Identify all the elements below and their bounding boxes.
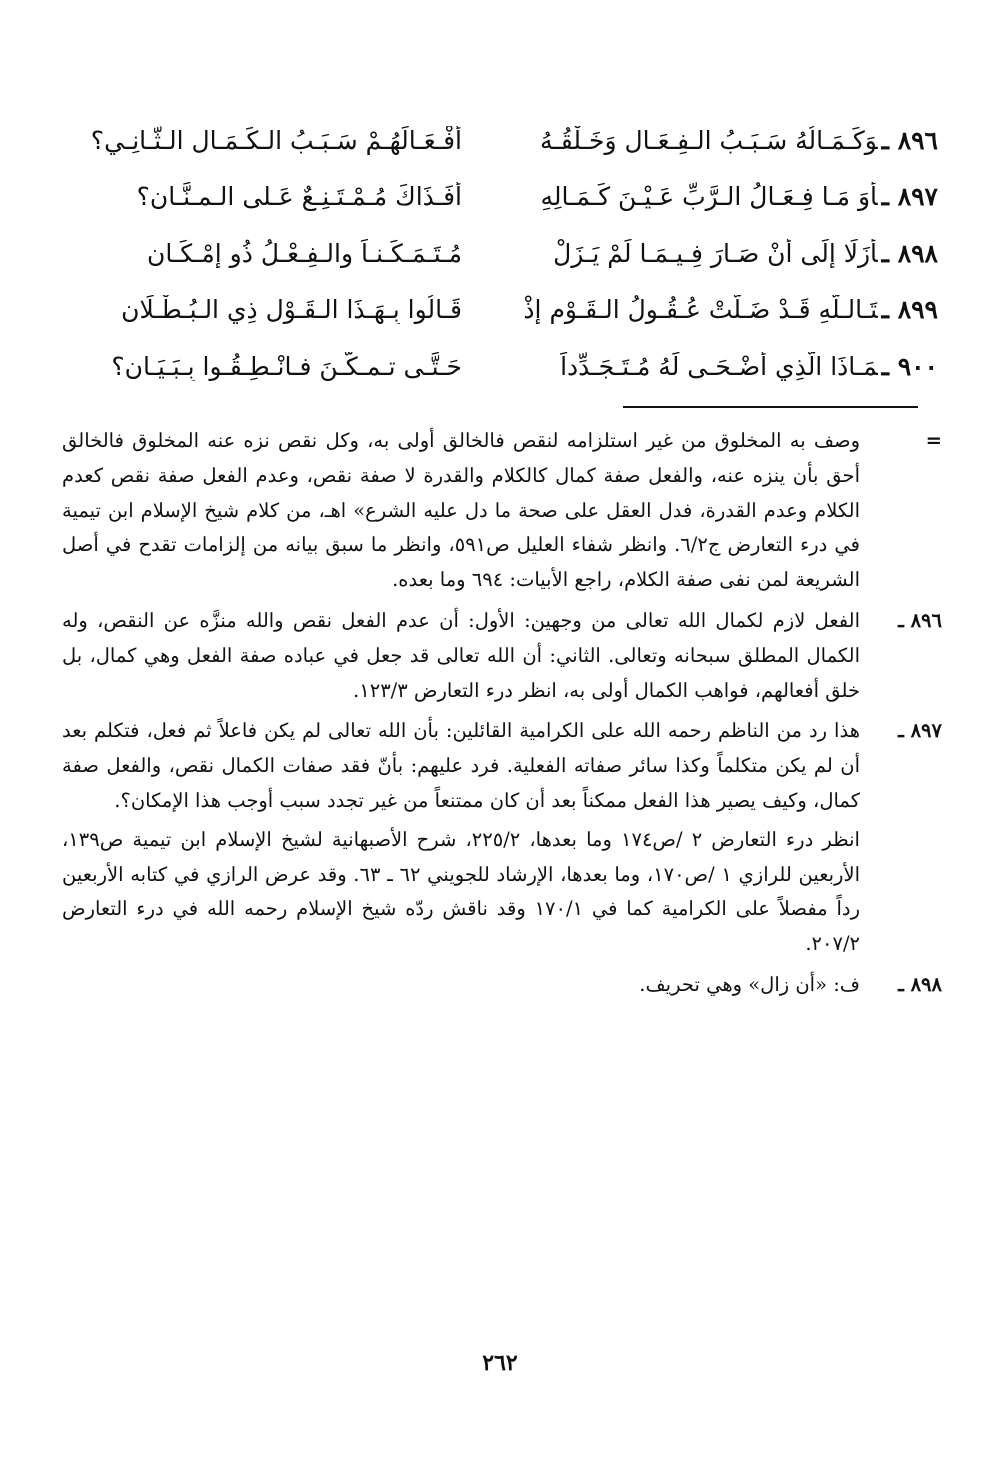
footnotes [62,424,942,1009]
footnote-896 [62,604,942,708]
verse-text-right: وَكَـمَـالُهُ سَـبَـبُ الـفِـعَـالِ وَخَـلْقُـهُ [540,125,878,155]
footnote-number: = [925,429,942,452]
verse-899 [62,282,938,339]
verse-text-right: أَوَ مَـا فِـعَـالُ الـرَّبِّ عَـيْـنَ كَـمَـالِهِ [540,182,878,212]
verse-text-right: مَـاذَا الَّذِي أَضْـحَـى لَهُ مُـتَـجَـدِّداً [560,351,878,381]
verse-900 [62,338,938,395]
footnote-body [62,424,860,598]
verse-second-hemistich: حَـتَّـى تـمـكَّـنَ فـانْـطِـقُـوا بِـبَـيَـانِ؟ [111,351,462,381]
poem-verses [62,112,938,395]
verse-second-hemistich: قَـالُوا بِـهَـذَا الـقَـوْلِ ذِي الـبُـطْـلَانِ [121,295,462,325]
footnote-paragraph: ف: «أن زال» وهي تحريف. [639,972,860,996]
footnote-paragraph: الفعل لازم لكمال الله تعالى من وجهين: الأول: أن عدم الفعل نقص والله منزَّه عن النقص، وله الكمال المطلق سبحانه وتعالى. الثاني: أن الله تعالى قد جعل في عباده صفة الفعل وهي كمال، بل خلق أفعالهم، فواهب الكمال أولى به، انظر درء التعارض ١٢٣/٣. [62,608,860,702]
verse-second-hemistich: أَفْـعَـالَهُـمْ سَـبَـبُ الـكَـمَـالِ الـثَّـانِـي؟ [90,125,462,155]
verse-number: ٨٩٩ ـ [881,295,938,325]
footnote-number: ٨٩٦ ـ [898,608,942,632]
verse-number: ٨٩٦ ـ [881,125,938,155]
verse-first-hemistich [493,239,938,268]
verse-first-hemistich [493,352,938,381]
verse-number: ٨٩٨ ـ [881,238,938,268]
footnote-paragraph: وصف به المخلوق من غير استلزامه لنقص فالخالق أولى به، وكل نقص نزه عنه المخلوق فالخالق أحق بأن ينزه عنه، والفعل صفة كمال كالكلام والقدرة لا صفة نقص، وعدم الفعل صفة نقص كعدم الكلام وعدم القدرة، فدل العقل على صحة ما دل عليه الشرع» اهـ، من كلام شيخ الإسلام ابن تيمية في درء التعارض ج٦/٢. وانظر شفاء العليل ص٥٩١، وانظر ما سبق بيانه من إلزامات تقدح في أصل الشريعة لمن نفى صفة الكلام، راجع الأبيات: ٦٩٤ وما بعده. [62,429,860,592]
footnote-paragraph: هذا رد من الناظم رحمه الله على الكرامية القائلين: بأن الله تعالى لم يكن فاعلاً ثم فعل، فتكلم بعد أن لم يكن متكلماً وكذا سائر صفاته الفعلية. فرد عليهم: بأنّ فقد صفات الكمال نقص، والفعل صفة كمال، وكيف يصير هذا الفعل ممكناً بعد أن كان ممتنعاً من غير تجدد سبب أوجب هذا الإمكان؟. [62,719,860,812]
footnote-897 [62,714,942,962]
footnote-number: ٨٩٧ ـ [898,719,942,743]
verse-896 [62,112,938,169]
footnote-separator [623,406,918,408]
verse-text-right: أَزَلًا إِلَى أَنْ صَـارَ فِـيـمَـا لَمْ يَـزَلْ [553,238,878,268]
footnote-paragraph: انظر درء التعارض ٢ /ص١٧٤ وما بعدها، ٢٢٥/٢، شرح الأصبهانية لشيخ الإسلام ابن تيمية ص١٣٩، الأربعين للرازي ١ /ص١٧٠، وما بعدها، الإرشاد للجويني ٦٢ ـ ٦٣. وقد عرض الرازي في كتابه الأربعين رداً مفصلاً على الكرامية كما في ١٧٠/١ وقد ناقش ردّه شيخ الإسلام رحمه الله في درء التعارض ٢٠٧/٢. [62,827,860,956]
footnote-number: ٨٩٨ ـ [898,972,942,996]
verse-text-right: تَـالـلَّهِ قَـدْ ضَـلَّتْ عُـقُـولُ الـقَـوْمِ إِذْ [523,295,878,325]
verse-number: ٨٩٧ ـ [881,182,938,212]
footnote-body [62,604,860,708]
verse-898 [62,225,938,282]
verse-897 [62,169,938,226]
verse-second-hemistich: مُـتَـمَـكِّـنـاً والـفِـعْـلُ ذُو إِمْـكَـانِ [146,238,462,268]
footnote-body [62,714,860,962]
verse-first-hemistich [493,126,938,155]
verse-second-hemistich: أَفَـذَاكَ مُـمْـتَـنِـعٌ عَـلى الـمـنَّـانِ؟ [136,182,462,212]
footnote-body [62,968,860,1003]
page-number: ٢٦٢ [482,1350,518,1376]
verse-number: ٩٠٠ ـ [881,351,938,381]
verse-first-hemistich [493,295,938,324]
footnote-continuation [62,424,942,598]
verse-first-hemistich [493,182,938,211]
footnote-898 [62,968,942,1003]
